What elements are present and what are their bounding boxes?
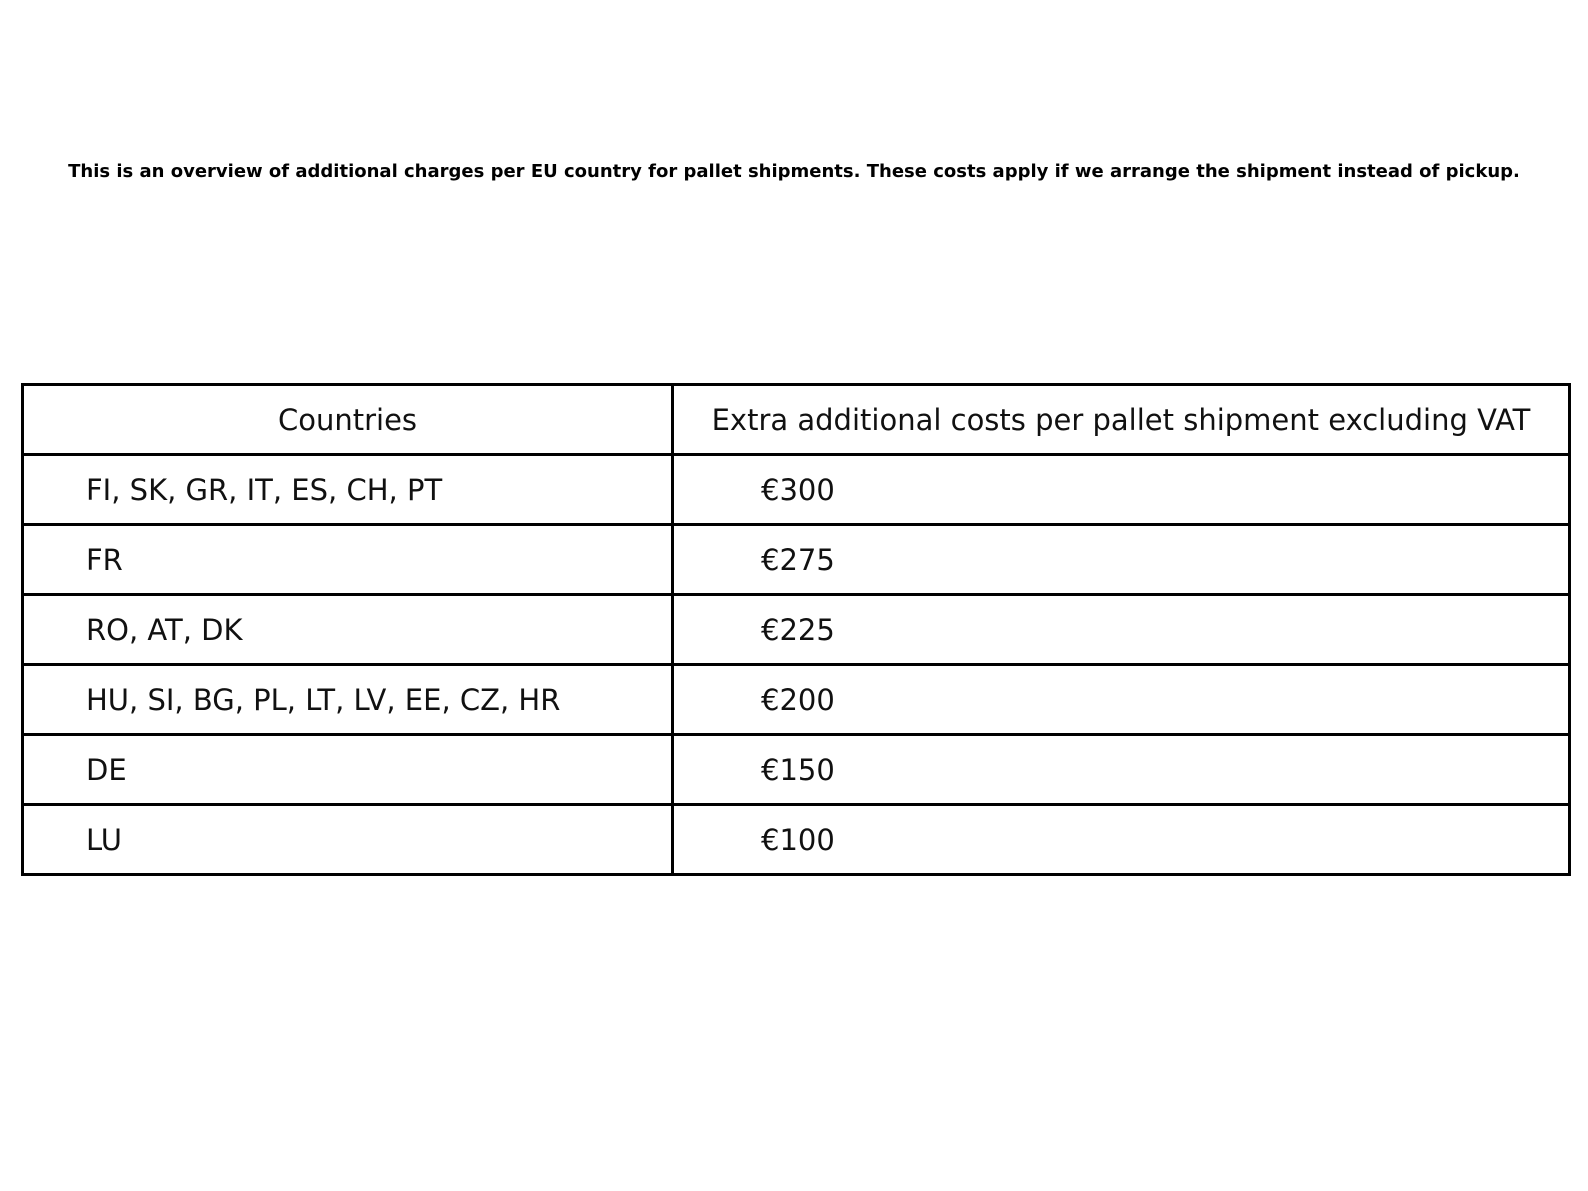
cost-cell: €200: [673, 665, 1570, 735]
countries-cell: DE: [23, 735, 673, 805]
countries-cell: HU, SI, BG, PL, LT, LV, EE, CZ, HR: [23, 665, 673, 735]
table-row: [23, 805, 1570, 875]
table-row: [23, 665, 1570, 735]
table-row: [23, 525, 1570, 595]
cost-cell: €300: [673, 455, 1570, 525]
table-row: [23, 455, 1570, 525]
charges-table: [21, 383, 1571, 876]
col-header-countries: Countries: [23, 385, 673, 455]
countries-cell: FI, SK, GR, IT, ES, CH, PT: [23, 455, 673, 525]
table-row: [23, 595, 1570, 665]
countries-cell: FR: [23, 525, 673, 595]
cost-cell: €225: [673, 595, 1570, 665]
table-header-row: [23, 385, 1570, 455]
countries-cell: RO, AT, DK: [23, 595, 673, 665]
cost-cell: €275: [673, 525, 1570, 595]
table-row: [23, 735, 1570, 805]
col-header-extra-costs: Extra additional costs per pallet shipment excluding VAT: [673, 385, 1570, 455]
countries-cell: LU: [23, 805, 673, 875]
cost-cell: €150: [673, 735, 1570, 805]
intro-text: This is an overview of additional charges per EU country for pallet shipments. These costs apply if we arrange the shipment instead of pickup.: [68, 161, 1520, 182]
cost-cell: €100: [673, 805, 1570, 875]
